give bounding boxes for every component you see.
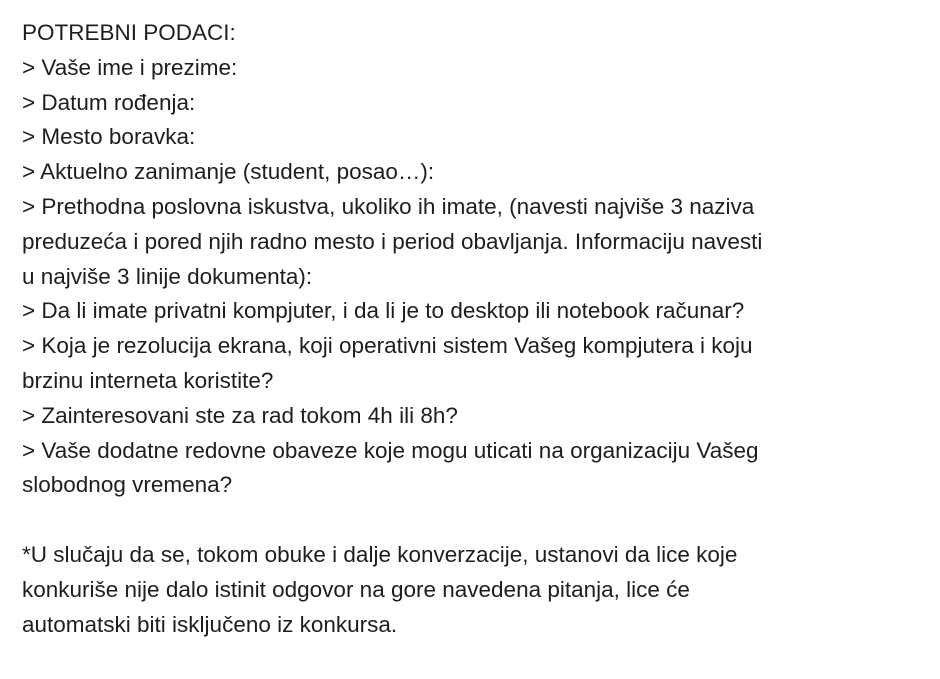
footnote-line: konkuriše nije dalo istinit odgovor na gore navedena pitanja, lice će bbox=[22, 576, 690, 602]
experience-line: u najviše 3 linije dokumenta): bbox=[22, 263, 313, 289]
field-working-hours: > Zainteresovani ste za rad tokom 4h ili 8h? bbox=[22, 402, 458, 428]
field-full-name: > Vaše ime i prezime: bbox=[22, 54, 238, 80]
field-private-computer: > Da li imate privatni kompjuter, i da li je to desktop ili notebook računar? bbox=[22, 298, 745, 324]
footnote bbox=[22, 538, 922, 642]
paragraph-spacer bbox=[22, 503, 922, 538]
field-screen-os-internet bbox=[22, 329, 922, 399]
requirements-document bbox=[22, 16, 922, 642]
field-date-of-birth: > Datum rođenja: bbox=[22, 89, 196, 115]
resolution-line: brzinu interneta koristite? bbox=[22, 367, 274, 393]
document-heading: POTREBNI PODACI: bbox=[22, 20, 236, 45]
footnote-line: automatski biti isključeno iz konkursa. bbox=[22, 611, 398, 637]
experience-line: > Prethodna poslovna iskustva, ukoliko ih imate, (navesti najviše 3 naziva bbox=[22, 193, 755, 219]
field-previous-experience bbox=[22, 190, 922, 294]
experience-line: preduzeća i pored njih radno mesto i period obavljanja. Informaciju navesti bbox=[22, 228, 763, 254]
field-current-occupation: > Aktuelno zanimanje (student, posao…): bbox=[22, 159, 435, 185]
resolution-line: > Koja je rezolucija ekrana, koji operativni sistem Vašeg kompjutera i koju bbox=[22, 333, 753, 359]
footnote-line: *U slučaju da se, tokom obuke i dalje konverzacije, ustanovi da lice koje bbox=[22, 541, 738, 567]
field-additional-obligations bbox=[22, 434, 922, 504]
obligations-line: slobodnog vremena? bbox=[22, 472, 233, 498]
field-place-of-residence: > Mesto boravka: bbox=[22, 124, 196, 150]
obligations-line: > Vaše dodatne redovne obaveze koje mogu uticati na organizaciju Vašeg bbox=[22, 437, 759, 463]
